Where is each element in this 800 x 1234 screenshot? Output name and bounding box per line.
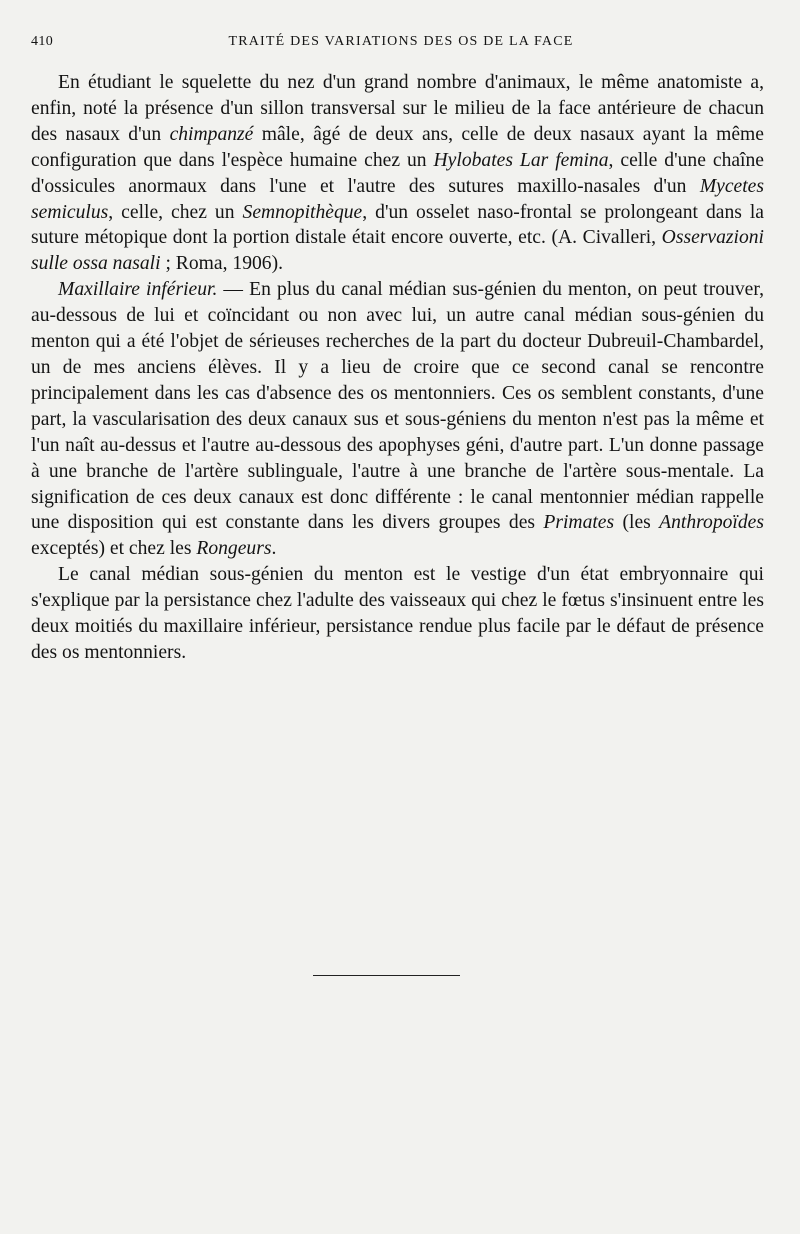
text-run: ; Roma, 1906). bbox=[160, 253, 284, 275]
italic-run: Osservazioni sulle ossa nasali bbox=[31, 227, 764, 275]
page-header bbox=[31, 34, 771, 56]
italic-run: Primates bbox=[543, 512, 615, 534]
italic-run: Semnopithèque bbox=[242, 201, 363, 223]
text-run: exceptés) et chez les bbox=[31, 538, 197, 560]
body-text bbox=[31, 70, 764, 666]
italic-run: Hylobates Lar femina bbox=[433, 149, 609, 171]
text-run: mâle, âgé de deux ans, celle de deux nasaux ayant la même configuration que dans l'espèce humaine chez un bbox=[31, 123, 764, 171]
section-divider bbox=[313, 975, 460, 976]
text-run: (les bbox=[614, 512, 660, 534]
page-number: 410 bbox=[31, 34, 54, 49]
running-title: TRAITÉ DES VARIATIONS DES OS DE LA FACE bbox=[228, 34, 574, 49]
text-run: , d'un osselet naso-frontal se prolongeant dans la suture métopique dont la portion distale était encore ouverte, etc. (A. Civalleri, bbox=[31, 201, 764, 249]
italic-run: Anthropoïdes bbox=[659, 512, 764, 534]
text-run: , celle, chez un bbox=[108, 201, 243, 223]
italic-run: chimpanzé bbox=[169, 123, 254, 145]
paragraph bbox=[31, 70, 764, 277]
text-run: . bbox=[271, 538, 277, 560]
paragraph bbox=[31, 277, 764, 562]
text-run: — En plus du canal médian sus-génien du menton, on peut trouver, au-dessous de lui et coïncidant ou non avec lui, un autre canal médian sous-génien du menton qui a été l'objet de sérieuses recherches de la part du docteur Dubreuil-Chambardel, un de mes anciens élèves. Il y a lieu de croire que ce second canal se rencontre principalement dans les cas d'absence des os mentonniers. Ces os semblent constants, d'une part, la vascularisation des deux canaux sus et sous-géniens du menton n'est pas la même et l'un naît au-dessus et l'autre au-dessous des apophyses géni, d'autre part. L'un donne passage à une branche de l'artère sublinguale, l'autre à une branche de l'artère sous-mentale. La signification de ces deux canaux est donc différente : le canal mentonnier médian rappelle une disposition qui est constante dans les divers groupes des bbox=[31, 279, 764, 534]
italic-run: Mycetes semiculus bbox=[31, 175, 764, 223]
section-heading-italic: Maxillaire inférieur. bbox=[58, 279, 218, 301]
paragraph bbox=[31, 562, 764, 666]
text-run: En étudiant le squelette du nez d'un grand nombre d'animaux, le même anatomiste a, enfin, noté la présence d'un sillon transversal sur le milieu de la face antérieure de chacun des nasaux d'un bbox=[31, 72, 764, 145]
text-run: , celle d'une chaîne d'ossicules anormaux dans l'une et l'autre des sutures maxillo-nasales d'un bbox=[31, 149, 764, 197]
text-run: Le canal médian sous-génien du menton est le vestige d'un état embryonnaire qui s'explique par la persistance chez l'adulte des vaisseaux qui chez le fœtus s'insinuent entre les deux moitiés du maxillaire inférieur, persistance rendue plus facile par le défaut de présence des os mentonniers. bbox=[31, 564, 764, 663]
italic-run: Rongeurs bbox=[196, 538, 272, 560]
